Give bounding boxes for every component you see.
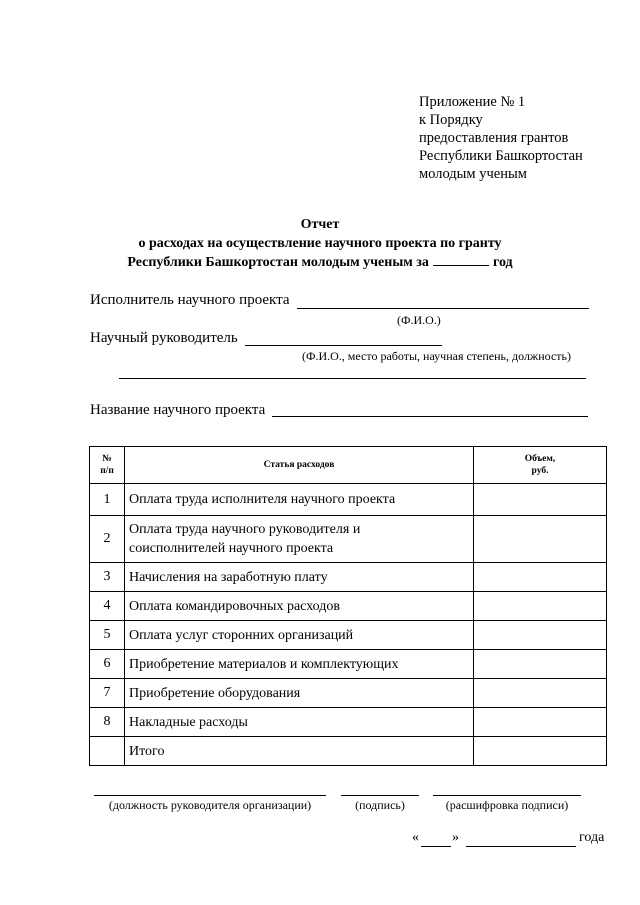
date-open-quote: « [412,830,419,845]
table-row [90,516,607,563]
header-amount [474,447,607,484]
title-line-3-prefix: Республики Башкортостан молодым ученым за [127,255,429,270]
row-item: Итого [125,737,474,766]
signature-line[interactable] [341,795,419,796]
row-item: Приобретение оборудования [125,679,474,708]
row-num [90,737,125,766]
expenses-table [89,446,607,766]
table-row [90,650,607,679]
row-amount-cell[interactable] [474,484,607,516]
header-amount-line1: Объем, [524,454,556,464]
row-item: Начисления на заработную плату [125,563,474,592]
row-num: 6 [90,650,125,679]
project-name-field[interactable] [272,416,588,417]
appendix-note [419,93,583,183]
supervisor-label: Научный руководитель [90,330,238,346]
supervisor-field[interactable] [245,345,442,346]
table-row [90,592,607,621]
table-row [90,621,607,650]
report-title [0,215,640,272]
table-header-row [90,447,607,484]
row-num: 4 [90,592,125,621]
row-item: Приобретение материалов и комплектующих [125,650,474,679]
table-row [90,708,607,737]
title-line-3 [0,253,640,272]
header-num-line1: № [102,454,112,464]
title-line-1: Отчет [300,217,340,232]
table-row [90,484,607,516]
appendix-line: предоставления грантов [419,130,569,146]
supervisor-hint: (Ф.И.О., место работы, научная степень, должность) [302,349,571,363]
table-row [90,563,607,592]
row-amount-cell[interactable] [474,516,607,563]
appendix-line: Приложение № 1 [419,94,526,110]
title-line-2: о расходах на осуществление научного проекта по гранту [138,236,502,251]
date-day-field[interactable] [421,846,451,847]
header-amount-line2: руб. [531,466,549,476]
executor-label: Исполнитель научного проекта [90,292,290,308]
decoding-line[interactable] [433,795,581,796]
table-row [90,679,607,708]
row-num: 5 [90,621,125,650]
header-num [90,447,125,484]
row-item: Оплата услуг сторонних организаций [125,621,474,650]
row-num: 1 [90,484,125,516]
row-amount-cell[interactable] [474,650,607,679]
row-amount-cell[interactable] [474,592,607,621]
position-line[interactable] [94,795,326,796]
date-year-word: года [579,830,605,845]
executor-field[interactable] [297,308,589,309]
row-num: 8 [90,708,125,737]
table-row-total [90,737,607,766]
row-amount-cell[interactable] [474,563,607,592]
row-num: 2 [90,516,125,563]
row-amount-cell[interactable] [474,708,607,737]
appendix-line: молодым ученым [419,166,527,182]
signature-caption: (подпись) [355,798,405,812]
row-item: Накладные расходы [125,708,474,737]
row-amount-cell[interactable] [474,679,607,708]
row-amount-cell[interactable] [474,737,607,766]
title-line-3-suffix: год [492,255,513,270]
date-month-field[interactable] [466,846,576,847]
header-item: Статья расходов [125,447,474,484]
decoding-caption: (расшифровка подписи) [445,798,569,812]
position-caption: (должность руководителя организации) [108,798,312,812]
row-item: Оплата командировочных расходов [125,592,474,621]
header-num-line2: п/п [100,466,114,476]
project-name-label: Название научного проекта [90,402,266,418]
row-amount-cell[interactable] [474,621,607,650]
row-num: 3 [90,563,125,592]
date-close-quote: » [452,830,459,845]
executor-hint: (Ф.И.О.) [397,313,441,327]
row-num: 7 [90,679,125,708]
row-item: Оплата труда исполнителя научного проекта [125,484,474,516]
supervisor-field-continued[interactable] [119,378,586,379]
year-blank[interactable] [433,253,489,266]
row-item: Оплата труда научного руководителя и соисполнителей научного проекта [125,516,474,563]
appendix-line: к Порядку [419,112,483,128]
appendix-line: Республики Башкортостан [419,148,583,164]
